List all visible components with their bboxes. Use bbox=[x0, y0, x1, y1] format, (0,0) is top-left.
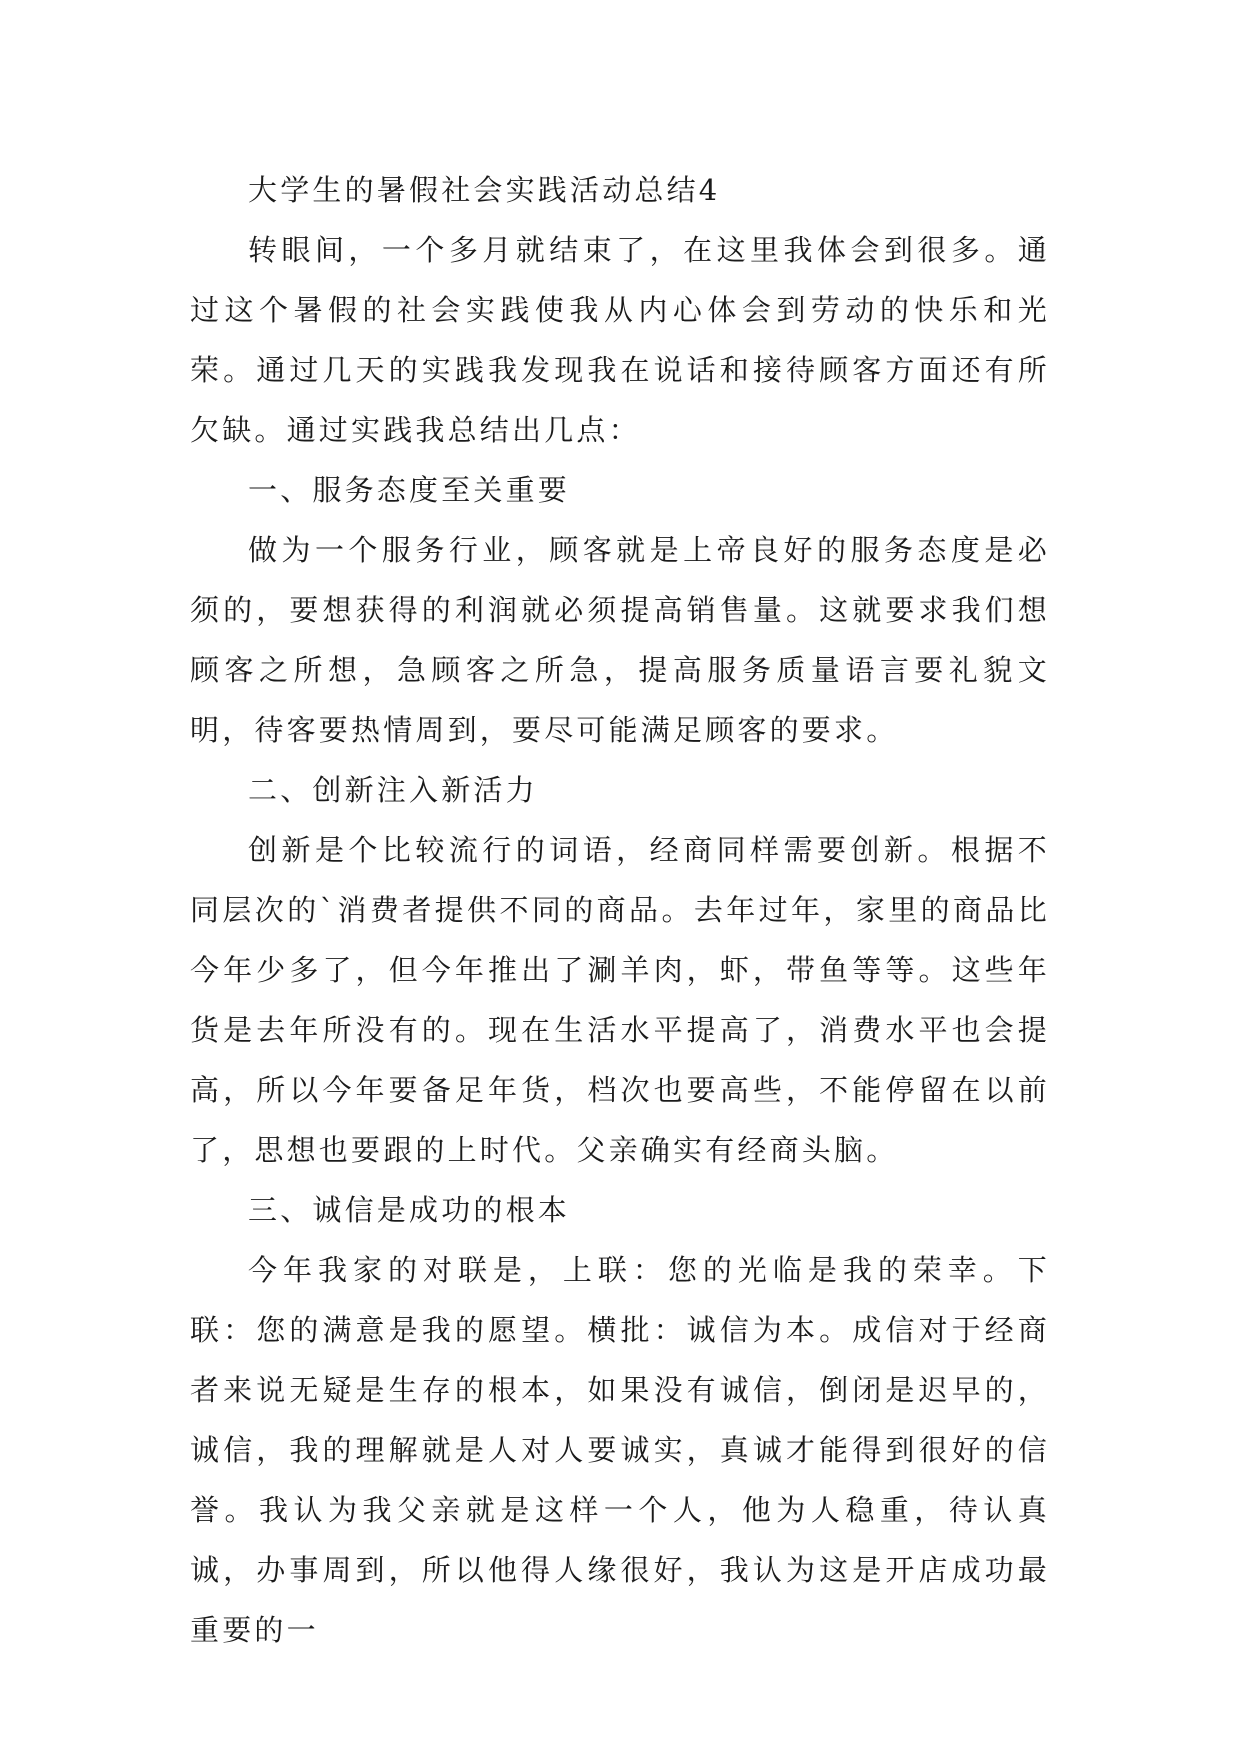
paragraph-service: 做为一个服务行业，顾客就是上帝良好的服务态度是必须的，要想获得的利润就必须提高销售量。这就要求我们想顾客之所想，急顾客之所急，提高服务质量语言要礼貌文明，待客要热情周到，要尽可能满足顾客的要求。 bbox=[190, 533, 1050, 747]
document-title: 大学生的暑假社会实践活动总结4 bbox=[248, 173, 721, 207]
paragraph-intro: 转眼间，一个多月就结束了，在这里我体会到很多。通过这个暑假的社会实践使我从内心体会到劳动的快乐和光荣。通过几天的实践我发现我在说话和接待顾客方面还有所欠缺。通过实践我总结出几点： bbox=[190, 233, 1050, 447]
section-heading-1: 一、服务态度至关重要 bbox=[248, 473, 571, 507]
section-heading-2: 二、创新注入新活力 bbox=[248, 773, 538, 807]
document-body bbox=[190, 160, 1050, 1660]
section-heading-3: 三、诚信是成功的根本 bbox=[248, 1193, 571, 1227]
paragraph-innovation: 创新是个比较流行的词语，经商同样需要创新。根据不同层次的`消费者提供不同的商品。去年过年，家里的商品比今年少多了，但今年推出了涮羊肉，虾，带鱼等等。这些年货是去年所没有的。现在生活水平提高了，消费水平也会提高，所以今年要备足年货，档次也要高些，不能停留在以前了，思想也要跟的上时代。父亲确实有经商头脑。 bbox=[190, 833, 1050, 1167]
paragraph-integrity: 今年我家的对联是，上联：您的光临是我的荣幸。下联：您的满意是我的愿望。横批：诚信为本。成信对于经商者来说无疑是生存的根本，如果没有诚信，倒闭是迟早的，诚信，我的理解就是人对人要诚实，真诚才能得到很好的信誉。我认为我父亲就是这样一个人，他为人稳重，待认真诚，办事周到，所以他得人缘很好，我认为这是开店成功最重要的一 bbox=[190, 1253, 1050, 1647]
